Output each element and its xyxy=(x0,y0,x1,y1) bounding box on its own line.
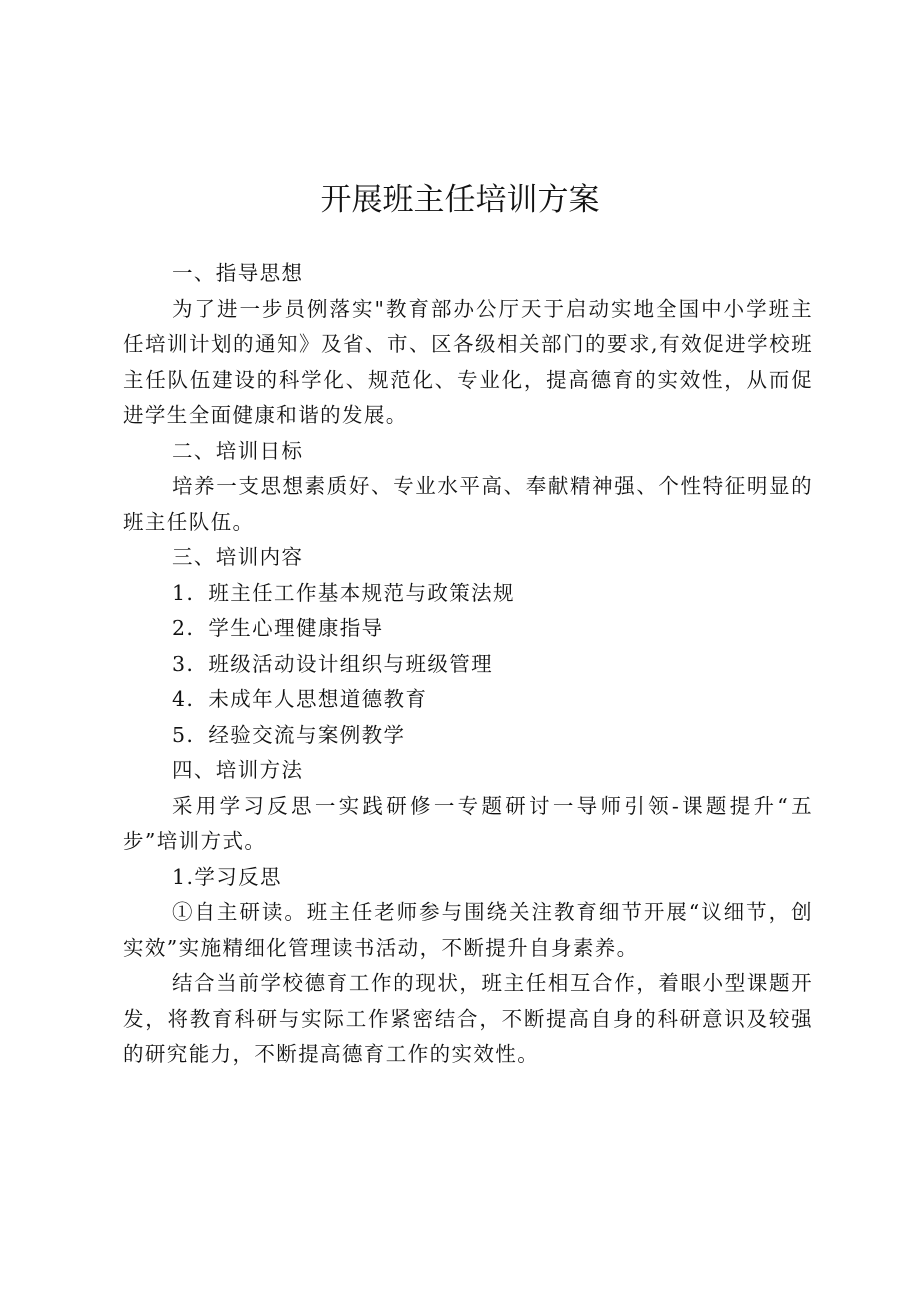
content-item-1: 1．班主任工作基本规范与政策法规 xyxy=(172,580,515,605)
paragraph-training-goal: 培养一支思想素质好、专业水平高、奉献精神强、个性特征明显的班主任队伍。 xyxy=(123,474,813,534)
document-title: 开展班主任培训方案 xyxy=(320,182,600,218)
subheading-study-reflection: 1.学习反思 xyxy=(172,864,282,889)
content-item-2: 2．学生心理健康指导 xyxy=(172,616,384,640)
heading-training-goal: 二、培训日标 xyxy=(172,438,304,463)
content-item-4: 4．未成年人思想道德教育 xyxy=(172,687,428,711)
paragraph-self-study: ①自主研读。班主任老师参与围绕关注教育细节开展“议细节，创实效”实施精细化管理读书活动，不断提升自身素养。 xyxy=(123,900,813,960)
document-body xyxy=(123,256,813,1073)
paragraph-guiding-ideology: 为了进一步员例落实"教育部办公厅天于启动实地全国中小学班主任培训计划的通知》及省、市、区各级相关部门的要求,有效促进学校班主任队伍建设的科学化、规范化、专业化，提高德育的实效性，从而促进学生全面健康和谐的发展。 xyxy=(123,296,813,427)
paragraph-research: 结合当前学校德育工作的现状，班主任相互合作，着眼小型课题开发，将教育科研与实际工作紧密结合，不断提高自身的科研意识及较强的研究能力，不断提高德育工作的实效性。 xyxy=(123,971,813,1066)
heading-guiding-ideology: 一、指导思想 xyxy=(172,261,304,285)
content-item-5: 5．经验交流与案例教学 xyxy=(172,722,406,747)
content-item-3: 3．班级活动设计组织与班级管理 xyxy=(172,651,494,676)
paragraph-training-method: 采用学习反思一实践研修一专题研讨一导师引领-课题提升“五步”培训方式。 xyxy=(123,793,813,853)
heading-training-content: 三、培训内容 xyxy=(172,545,304,569)
heading-training-method: 四、培训方法 xyxy=(172,758,304,782)
